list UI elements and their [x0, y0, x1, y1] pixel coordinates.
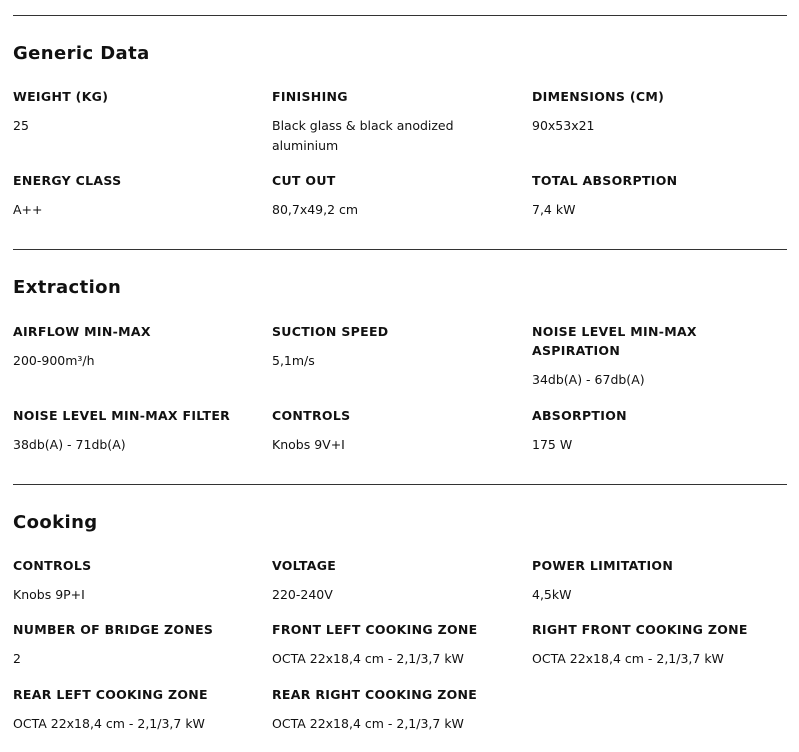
spec-power-limitation	[532, 556, 772, 605]
section-title: Generic Data	[13, 43, 150, 64]
spec-cooking-controls	[13, 556, 253, 605]
spec-value: Knobs 9P+I	[13, 587, 85, 602]
spec-value: A++	[13, 202, 43, 217]
spec-value: 34db(A) - 67db(A)	[532, 372, 645, 387]
spec-value: Knobs 9V+I	[272, 437, 345, 452]
spec-label: AIRFLOW MIN-MAX	[13, 324, 151, 339]
spec-label: REAR RIGHT COOKING ZONE	[272, 687, 478, 702]
spec-front-left-zone	[272, 620, 512, 669]
spec-value: OCTA 22x18,4 cm - 2,1/3,7 kW	[532, 651, 724, 666]
spec-airflow	[13, 322, 253, 371]
spec-value: OCTA 22x18,4 cm - 2,1/3,7 kW	[13, 716, 205, 731]
spec-label: ENERGY CLASS	[13, 173, 122, 188]
spec-value: 90x53x21	[532, 118, 595, 133]
spec-label: REAR LEFT COOKING ZONE	[13, 687, 208, 702]
spec-value: 2	[13, 651, 21, 666]
spec-value: 7,4 kW	[532, 202, 576, 217]
spec-label: RIGHT FRONT COOKING ZONE	[532, 622, 748, 637]
section-generic-data	[13, 15, 787, 245]
spec-bridge-zones	[13, 620, 253, 669]
spec-noise-filter	[13, 406, 253, 455]
section-title: Extraction	[13, 277, 122, 298]
spec-voltage	[272, 556, 512, 605]
spec-dimensions	[532, 87, 772, 136]
spec-label: VOLTAGE	[272, 558, 337, 573]
spec-value: 200-900m³/h	[13, 353, 95, 368]
section-cooking	[13, 484, 787, 752]
section-title: Cooking	[13, 512, 98, 533]
spec-noise-aspiration	[532, 322, 732, 390]
spec-weight	[13, 87, 253, 136]
spec-label: CONTROLS	[13, 558, 92, 573]
spec-total-absorption	[532, 171, 772, 220]
spec-value: 5,1m/s	[272, 353, 315, 368]
spec-value: OCTA 22x18,4 cm - 2,1/3,7 kW	[272, 716, 464, 731]
spec-label: DIMENSIONS (CM)	[532, 89, 665, 104]
spec-label: CUT OUT	[272, 173, 336, 188]
spec-label: CONTROLS	[272, 408, 351, 423]
spec-value: 220-240V	[272, 587, 333, 602]
spec-value: 80,7x49,2 cm	[272, 202, 359, 217]
spec-label: SUCTION SPEED	[272, 324, 389, 339]
spec-label: ABSORPTION	[532, 408, 627, 423]
spec-value: 38db(A) - 71db(A)	[13, 437, 126, 452]
spec-value: 25	[13, 118, 29, 133]
spec-rear-right-zone	[272, 685, 512, 734]
spec-label: TOTAL ABSORPTION	[532, 173, 678, 188]
spec-label: FINISHING	[272, 89, 348, 104]
spec-energy-class	[13, 171, 253, 220]
spec-label: NOISE LEVEL MIN-MAX FILTER	[13, 408, 231, 423]
spec-value: OCTA 22x18,4 cm - 2,1/3,7 kW	[272, 651, 464, 666]
spec-cut-out	[272, 171, 512, 220]
spec-label: POWER LIMITATION	[532, 558, 674, 573]
spec-right-front-zone	[532, 620, 782, 669]
spec-rear-left-zone	[13, 685, 253, 734]
spec-absorption	[532, 406, 772, 455]
spec-controls	[272, 406, 512, 455]
spec-value: 4,5kW	[532, 587, 572, 602]
spec-label: NUMBER OF BRIDGE ZONES	[13, 622, 214, 637]
spec-value: 175 W	[532, 437, 573, 452]
spec-label: NOISE LEVEL MIN-MAX ASPIRATION	[532, 324, 697, 358]
spec-suction-speed	[272, 322, 512, 371]
spec-finishing	[272, 87, 487, 156]
spec-label: WEIGHT (KG)	[13, 89, 109, 104]
section-extraction	[13, 249, 787, 485]
spec-label: FRONT LEFT COOKING ZONE	[272, 622, 478, 637]
spec-value: Black glass & black anodized aluminium	[272, 118, 454, 153]
